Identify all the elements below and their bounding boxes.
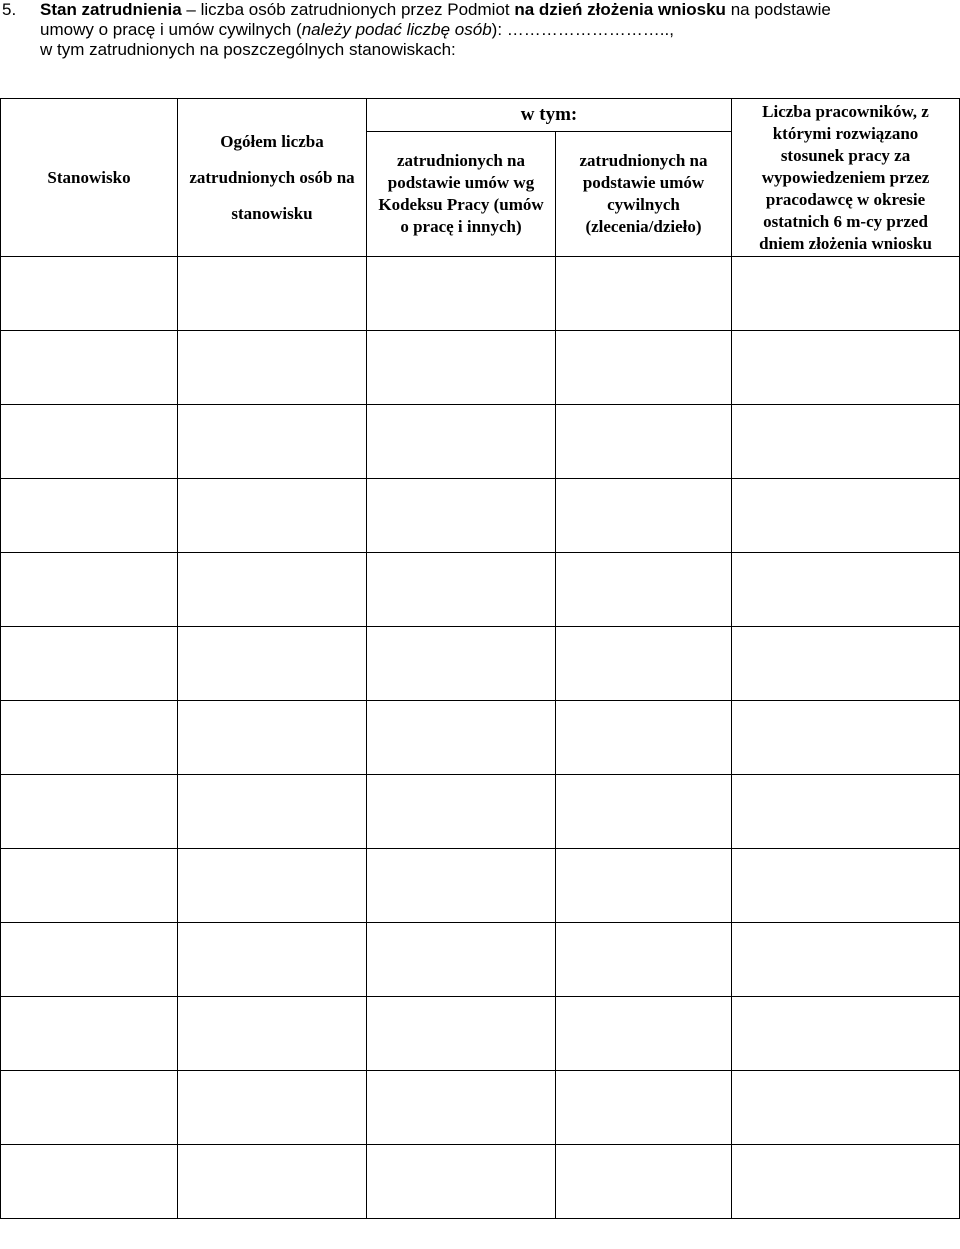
stanowisko-cell[interactable]	[1, 775, 178, 849]
zwolnieni-cell[interactable]	[732, 331, 960, 405]
header-zwolnieni-text: Liczba pracowników, z którymi rozwiązano stosunek pracy za wypowiedzeniem przez pracodawcę w okresie ostatnich 6 m-cy przed dniem złożenia wniosku	[759, 101, 932, 253]
zwolnieni-cell[interactable]	[732, 923, 960, 997]
stanowisko-cell[interactable]	[1, 331, 178, 405]
table-row	[1, 1145, 960, 1219]
table-row	[1, 775, 960, 849]
title-dash: –	[186, 0, 196, 19]
zwolnieni-cell[interactable]	[732, 627, 960, 701]
ogolem-cell[interactable]	[178, 1145, 367, 1219]
zwolnieni-cell[interactable]	[732, 405, 960, 479]
cywilne-cell[interactable]	[556, 1071, 732, 1145]
kodeks-cell[interactable]	[367, 257, 556, 331]
kodeks-cell[interactable]	[367, 627, 556, 701]
cywilne-cell[interactable]	[556, 775, 732, 849]
header-group-wtym: w tym:	[367, 99, 732, 132]
cywilne-cell[interactable]	[556, 405, 732, 479]
intro-text-2: na podstawie	[730, 0, 831, 19]
ogolem-cell[interactable]	[178, 479, 367, 553]
kodeks-cell[interactable]	[367, 849, 556, 923]
table-row	[1, 405, 960, 479]
header-ogolem	[178, 99, 367, 257]
header-zwolnieni	[732, 99, 960, 257]
ogolem-cell[interactable]	[178, 849, 367, 923]
kodeks-cell[interactable]	[367, 1145, 556, 1219]
header-cywilne	[556, 132, 732, 257]
header-kodeks-text: zatrudnionych na podstawie umów wg Kodeksu Pracy (umów o pracę i innych)	[378, 151, 544, 236]
date-phrase: na dzień złożenia wniosku	[514, 0, 726, 19]
cywilne-cell[interactable]	[556, 701, 732, 775]
header-cywilne-text: zatrudnionych na podstawie umów cywilnych (zlecenia/dzieło)	[579, 151, 708, 236]
kodeks-cell[interactable]	[367, 553, 556, 627]
header-ogolem-text: Ogółem liczba zatrudnionych osób na stanowisku	[189, 131, 355, 223]
kodeks-cell[interactable]	[367, 479, 556, 553]
cywilne-cell[interactable]	[556, 1145, 732, 1219]
cywilne-cell[interactable]	[556, 479, 732, 553]
header-stanowisko: Stanowisko	[1, 99, 178, 257]
cywilne-cell[interactable]	[556, 997, 732, 1071]
table-row	[1, 997, 960, 1071]
intro-line-2-start: umowy o pracę i umów cywilnych (	[40, 20, 302, 39]
table-row	[1, 1071, 960, 1145]
zwolnieni-cell[interactable]	[732, 997, 960, 1071]
cywilne-cell[interactable]	[556, 257, 732, 331]
table-row	[1, 701, 960, 775]
ogolem-cell[interactable]	[178, 627, 367, 701]
cywilne-cell[interactable]	[556, 331, 732, 405]
stanowisko-cell[interactable]	[1, 1071, 178, 1145]
zwolnieni-cell[interactable]	[732, 775, 960, 849]
kodeks-cell[interactable]	[367, 997, 556, 1071]
table-row	[1, 923, 960, 997]
intro-line-1	[40, 0, 940, 20]
ogolem-cell[interactable]	[178, 997, 367, 1071]
zwolnieni-cell[interactable]	[732, 849, 960, 923]
intro-line-2-italic: należy podać liczbę osób	[301, 20, 492, 39]
cywilne-cell[interactable]	[556, 553, 732, 627]
stanowisko-cell[interactable]	[1, 405, 178, 479]
zwolnieni-cell[interactable]	[732, 1145, 960, 1219]
stanowisko-cell[interactable]	[1, 997, 178, 1071]
ogolem-cell[interactable]	[178, 331, 367, 405]
table-row	[1, 331, 960, 405]
employment-table	[0, 98, 960, 1219]
ogolem-cell[interactable]	[178, 553, 367, 627]
intro-text-1: liczba osób zatrudnionych przez Podmiot	[200, 0, 510, 19]
kodeks-cell[interactable]	[367, 1071, 556, 1145]
stanowisko-cell[interactable]	[1, 1145, 178, 1219]
table-body	[1, 257, 960, 1219]
stanowisko-cell[interactable]	[1, 479, 178, 553]
ogolem-cell[interactable]	[178, 923, 367, 997]
kodeks-cell[interactable]	[367, 331, 556, 405]
zwolnieni-cell[interactable]	[732, 553, 960, 627]
zwolnieni-cell[interactable]	[732, 479, 960, 553]
stanowisko-cell[interactable]	[1, 923, 178, 997]
stanowisko-cell[interactable]	[1, 627, 178, 701]
kodeks-cell[interactable]	[367, 405, 556, 479]
table-row	[1, 479, 960, 553]
stanowisko-cell[interactable]	[1, 257, 178, 331]
zwolnieni-cell[interactable]	[732, 701, 960, 775]
cywilne-cell[interactable]	[556, 849, 732, 923]
section-intro	[2, 0, 940, 60]
cywilne-cell[interactable]	[556, 923, 732, 997]
kodeks-cell[interactable]	[367, 701, 556, 775]
section-number: 5.	[2, 0, 17, 19]
ogolem-cell[interactable]	[178, 701, 367, 775]
header-kodeks	[367, 132, 556, 257]
ogolem-cell[interactable]	[178, 257, 367, 331]
intro-line-3: w tym zatrudnionych na poszczególnych stanowiskach:	[40, 40, 456, 59]
stanowisko-cell[interactable]	[1, 701, 178, 775]
table-row	[1, 257, 960, 331]
ogolem-cell[interactable]	[178, 405, 367, 479]
intro-line-2	[40, 20, 940, 40]
table-row	[1, 627, 960, 701]
cywilne-cell[interactable]	[556, 627, 732, 701]
section-title: Stan zatrudnienia	[40, 0, 182, 19]
ogolem-cell[interactable]	[178, 775, 367, 849]
ogolem-cell[interactable]	[178, 1071, 367, 1145]
zwolnieni-cell[interactable]	[732, 257, 960, 331]
kodeks-cell[interactable]	[367, 775, 556, 849]
table-row	[1, 553, 960, 627]
table-row	[1, 849, 960, 923]
stanowisko-cell[interactable]	[1, 553, 178, 627]
kodeks-cell[interactable]	[367, 923, 556, 997]
intro-line-2-end: ): ………………………..,	[491, 20, 674, 39]
zwolnieni-cell[interactable]	[732, 1071, 960, 1145]
stanowisko-cell[interactable]	[1, 849, 178, 923]
